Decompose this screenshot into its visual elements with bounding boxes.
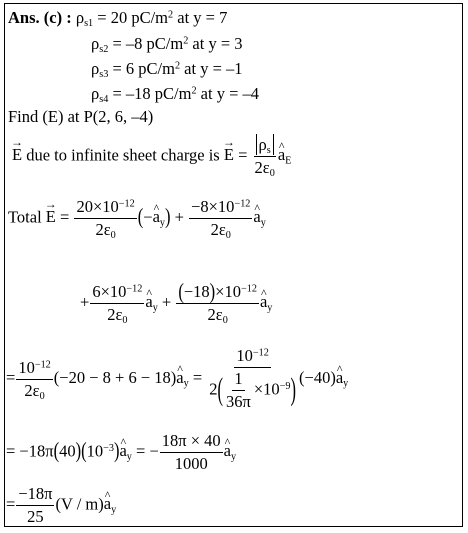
given-line-1: Ans. (c) : $\rho_{s1} = 20$ $pC/m^2$ at y = 7 — [8, 8, 228, 30]
find-line: Find (E) at P(2, 6, –4) — [8, 107, 154, 126]
answer-label: Ans. (c) : — [8, 8, 72, 27]
term-1: $\frac{20\times 10^{-12}}{2\varepsilon_0}$ — [76, 197, 135, 242]
result-fraction: $\frac{-18\pi}{25}$ — [18, 484, 53, 527]
term-3: $\frac{6\times 10^{-12}}{2\varepsilon_0}$ — [92, 282, 143, 327]
sheet-charge-formula: → E due to infinite sheet charge is → E = $\frac{\rho_s}{2\varepsilon_0}$ ^ $a_E$ — [12, 136, 291, 177]
given-line-2: $\rho_{s2} = -8$ $pC/m^2$ at y = 3 — [91, 34, 243, 56]
evaluate-line: = $-18\pi(40)(10^{-3})\^{}$ $a_y$ = − $\frac{18\pi \times 40}{1000}$ ^ $a_y$ — [6, 432, 236, 473]
term-4: $\frac{(-18)\times 10^{-12}}{2\varepsilon_0}$ — [178, 278, 257, 327]
total-line-2: + $\frac{6\times 10^{-12}}{2\varepsilon_0}$ ^ $a_y$ + $\frac{(-18)\times 10^{-12}}{2\varepsilon_0}$ ^ $a_y$ — [80, 283, 272, 324]
sheet-text: due to infinite sheet charge is — [26, 145, 220, 165]
e-vector: → E — [12, 147, 22, 164]
result-line: = $\frac{-18\pi}{25}$ (V / m)^ $a_y$ — [6, 485, 116, 526]
simplify-line: = $\frac{10^{-12}}{2\varepsilon_0}$ (−20 − 8 + 6 − 18)^ $a_y$ = $10^{-12}$ 2( $\frac{1}{36\pi}$ $\times 10^{-9}$) (−40)^ $a_y$ — [6, 347, 348, 411]
term-2: $\frac{-8\times 10^{-12}}{2\varepsilon_0}$ — [191, 197, 251, 242]
given-line-3: $\rho_{s3} = 6$ $pC/m^2$ at y = –1 — [91, 59, 243, 81]
given-line-4: $\rho_{s4} = -18$ $pC/m^2$ at y = –4 — [91, 84, 260, 106]
sheet-fraction: $\frac{\rho_s}{2\varepsilon_0}$ — [254, 135, 275, 180]
total-line: Total → E = $\frac{20\times 10^{-12}}{2\varepsilon_0}$ (−^ $a_y$) + $\frac{-8\times 10^{-12}}{2\varepsilon_0}$ ^ $a_y$ — [8, 198, 266, 239]
epsilon-substitution: $10^{-12}$ 2( $\frac{1}{36\pi}$ $\times 10^{-9}$) — [209, 346, 297, 412]
total-label: Total — [8, 207, 42, 227]
